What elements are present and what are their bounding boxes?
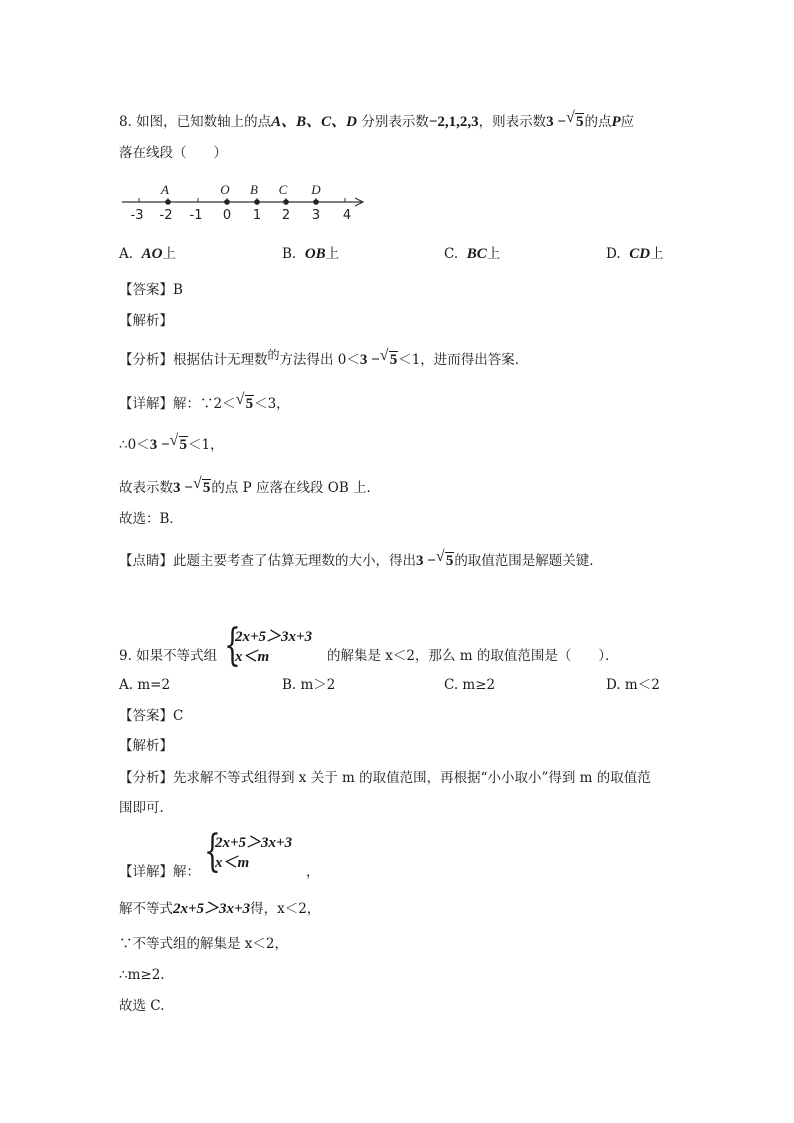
q9-because: ∵不等式组的解集是 x＜2， <box>119 936 288 952</box>
q8-dianjing: 【点睛】此题主要考查了估算无理数的大小，得出3 − √ 5的取值范围是解题关键． <box>119 548 603 569</box>
q9-xiangjie-label: 【详解】解： <box>119 864 200 880</box>
q8-stem-text-d: 的点 <box>584 114 612 130</box>
q9-option-a: A. m=2 <box>119 677 171 693</box>
point-a-dot <box>165 199 171 205</box>
q8-therefore: ∴0＜3 − √ 5＜1， <box>119 432 224 453</box>
q8-option-a: A. AO上 <box>119 246 176 262</box>
q9-option-d: D. m＜2 <box>606 677 660 693</box>
q9-stem-right: 的解集是 x＜2，那么 m 的取值范围是（ ）． <box>327 648 619 664</box>
q8-stem-text-c: ，则表示数 <box>478 114 547 130</box>
q8-number-line <box>119 178 379 224</box>
tick-label: -3 <box>130 208 144 223</box>
point-d-dot <box>313 199 319 205</box>
q9-therefore: ∴m≥2. <box>119 967 165 983</box>
q8-option-c: C. BC上 <box>444 246 501 262</box>
point-c-dot <box>283 199 289 205</box>
q8-stem-text-e: 应 <box>620 114 635 130</box>
q9-xiangjie-system: { 2x+5＞3x+3 x＜m <box>204 826 293 877</box>
q8-option-d: D. CD上 <box>606 246 664 262</box>
tick-label: -2 <box>159 208 173 223</box>
q9-choice: 故选 C. <box>119 998 165 1014</box>
q8-sqrt: √ 5 <box>565 109 584 130</box>
q9-fenxi-line2: 围即可. <box>119 800 164 816</box>
q9-inequality-system: { 2x+5＞3x+3 x＜m <box>224 620 313 671</box>
point-label-a: A <box>161 182 169 197</box>
q9-answer: 【答案】C <box>119 708 184 724</box>
point-label-d: D <box>311 182 321 197</box>
q8-fenxi: 【分析】根据估计无理数的方法得出 0＜3 − √ 5＜1，进而得出答案． <box>119 347 529 368</box>
q9-fenxi-line1: 【分析】先求解不等式组得到 x 关于 m 的取值范围，再根据“小小取小”得到 m 的取值范 <box>119 770 651 786</box>
tick-label: 2 <box>281 208 291 223</box>
q8-stem-text-b: 分别表示数 <box>361 114 429 130</box>
tick-label: 4 <box>342 208 352 223</box>
q8-stem-text-a: 8. 如图，已知数轴上的点 <box>119 114 272 130</box>
point-o-dot <box>224 199 230 205</box>
q8-xiangjie: 【详解】解：∵2＜ √ 5＜3， <box>119 391 290 412</box>
point-b-dot <box>254 199 260 205</box>
point-label-b: B <box>250 182 258 197</box>
q8-stem-line1 <box>119 109 635 132</box>
point-label-o: O <box>220 182 230 197</box>
q8-expr-three: 3 − <box>546 114 566 130</box>
tick-label: 1 <box>252 208 262 223</box>
q8-analysis-heading: 【解析】 <box>119 313 173 329</box>
q8-choice: 故选：B． <box>119 511 183 527</box>
q8-stem-line2: 落在线段（ ） <box>119 145 227 161</box>
q9-xiangjie-comma: ， <box>306 864 320 880</box>
point-label-c: C <box>278 182 288 197</box>
q8-answer: 【答案】B <box>119 282 183 298</box>
q8-numbers: −2,1,2,3 <box>428 114 479 130</box>
tick-label: 3 <box>311 208 321 223</box>
q8-points: A、B、C、D <box>271 114 358 130</box>
q9-option-c: C. m≥2 <box>444 677 496 693</box>
tick-label: 0 <box>222 208 232 223</box>
q9-analysis-heading: 【解析】 <box>119 738 173 754</box>
q8-point-p: P <box>611 114 621 130</box>
q9-system-display <box>224 620 324 671</box>
q9-solve: 解不等式2x+5＞3x+3得，x＜2， <box>119 901 321 917</box>
tick-label: -1 <box>189 208 203 223</box>
q8-conclusion: 故表示数3 − √ 5的点 P 应落在线段 OB 上． <box>119 475 381 496</box>
q9-option-b: B. m＞2 <box>282 677 336 693</box>
q8-option-b: B. OB上 <box>282 246 340 262</box>
q9-stem-left: 9. 如果不等式组 <box>119 648 218 664</box>
